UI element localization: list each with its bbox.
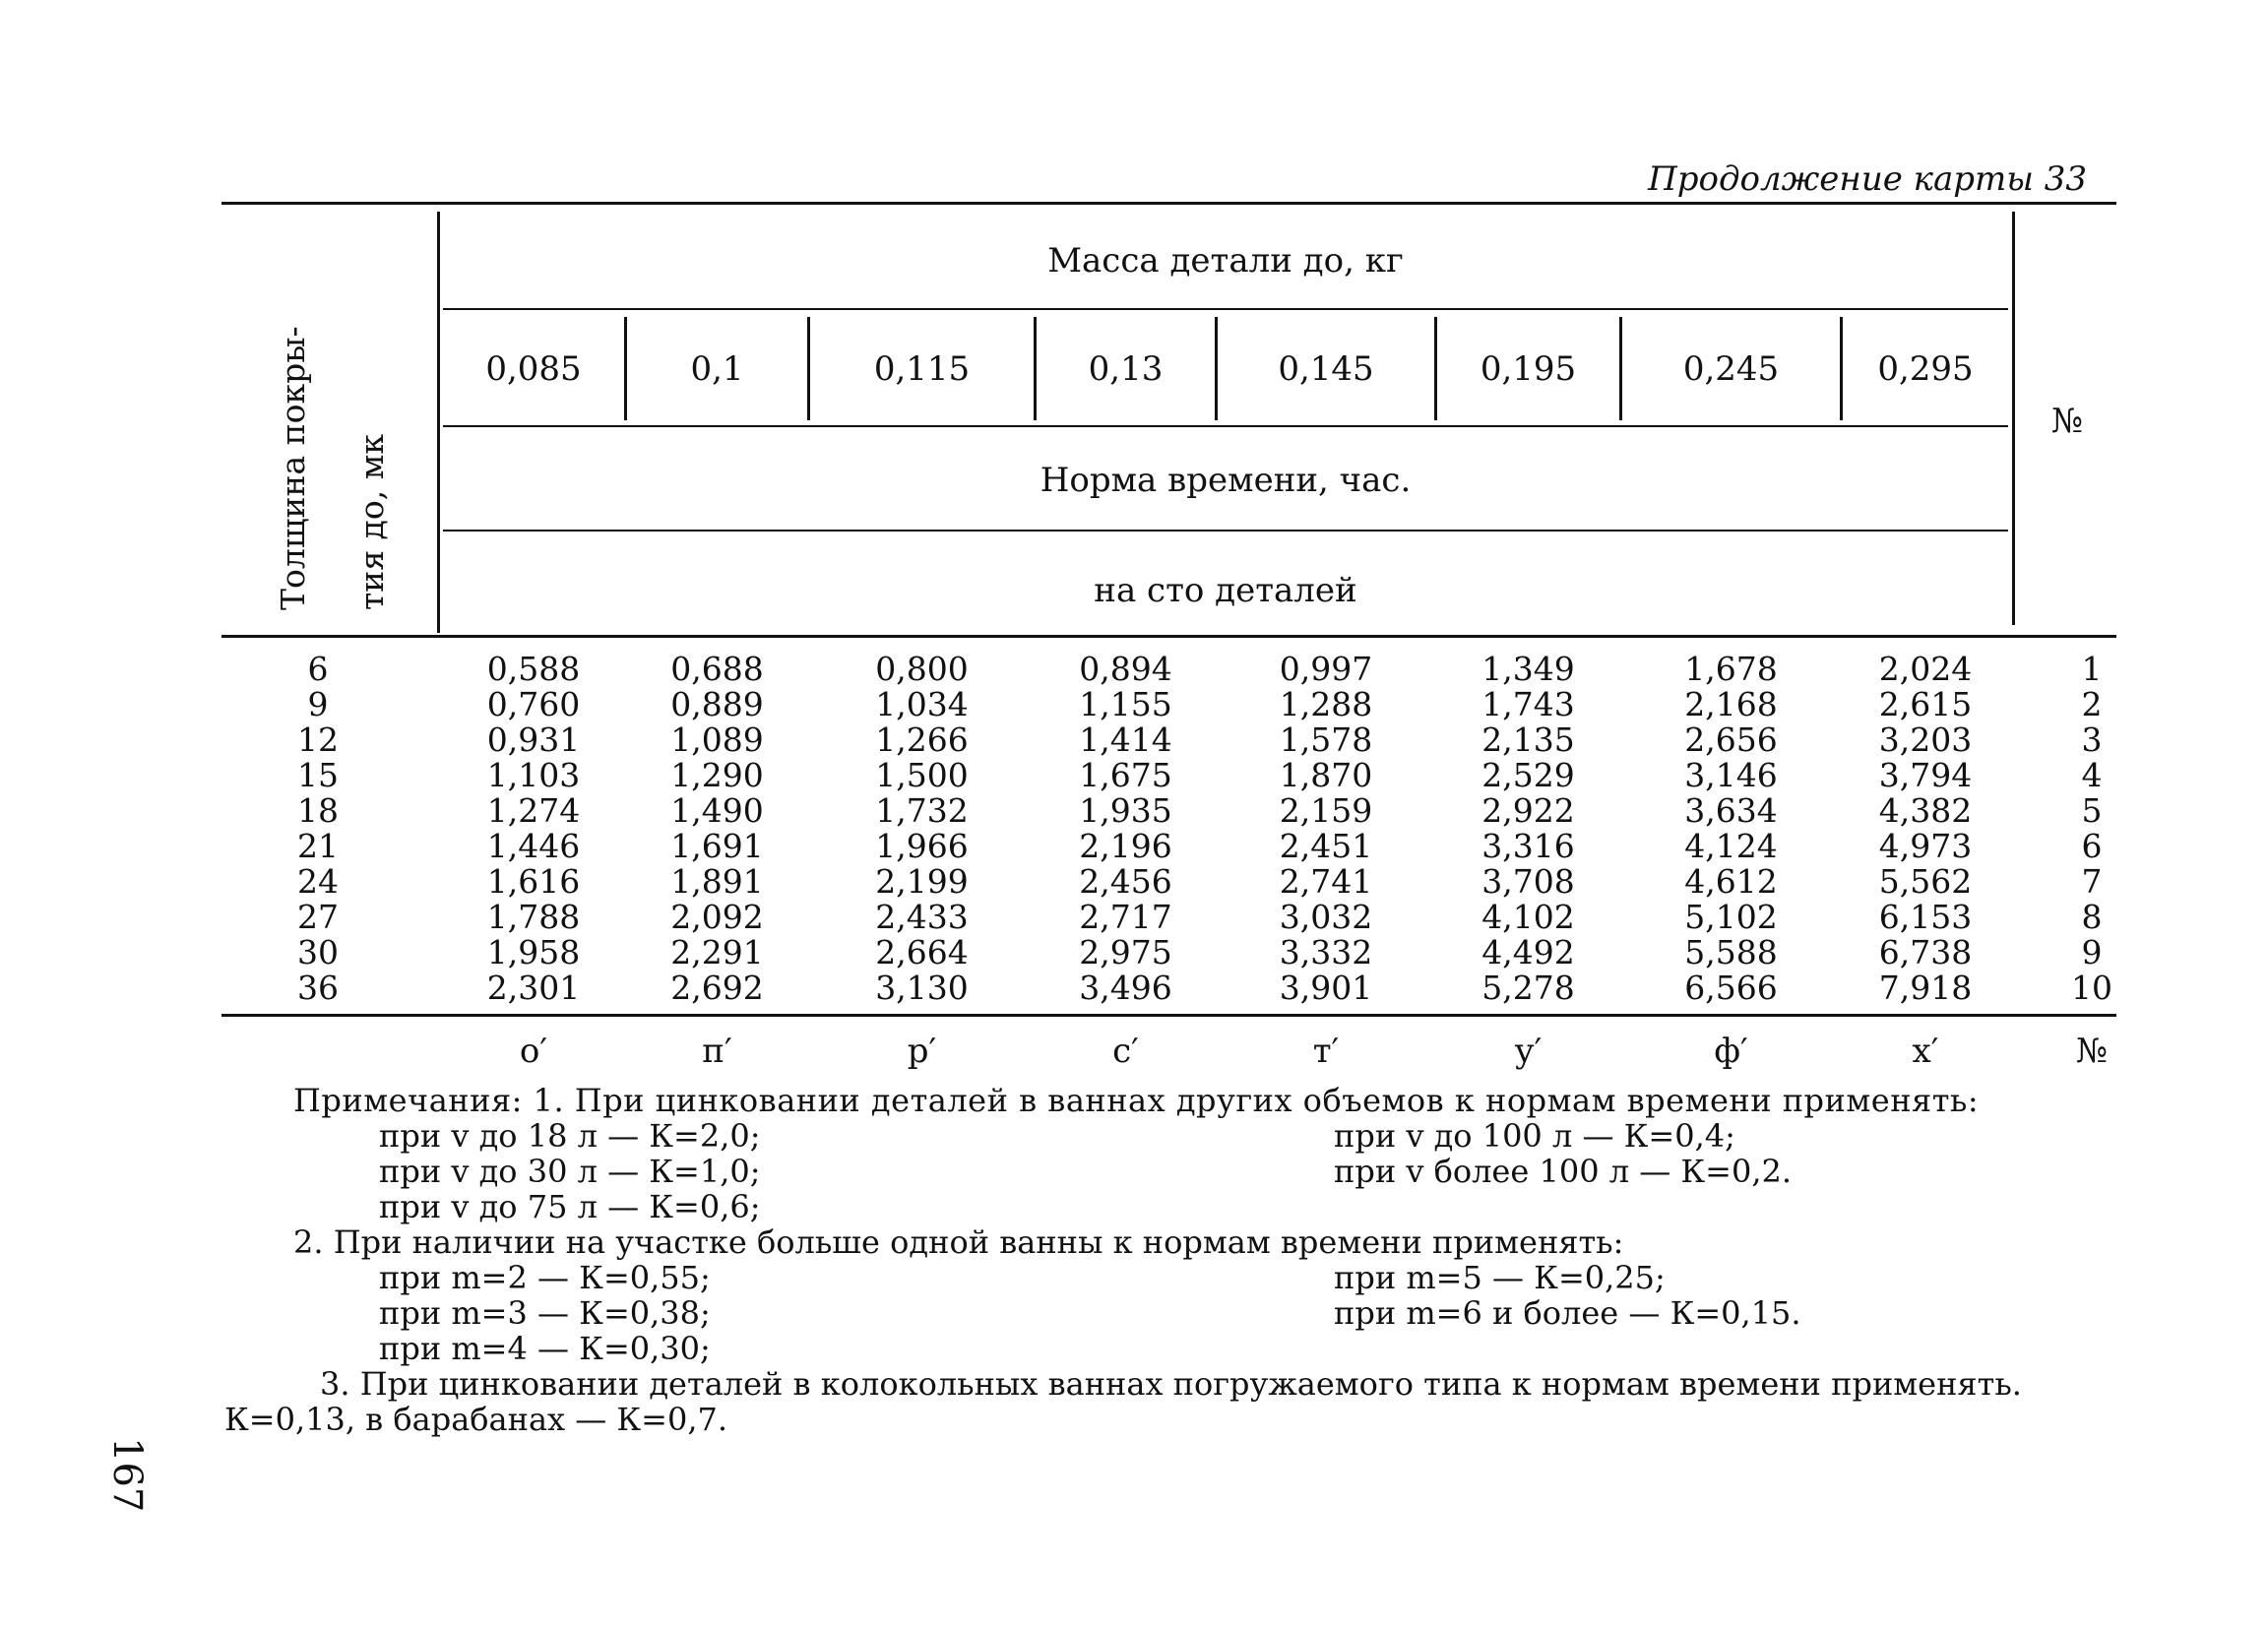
value-cell: 2,922 [1481,791,1575,830]
value-cell: 4,124 [1684,827,1778,865]
thickness-cell: 9 [307,685,329,723]
page-number: 167 [104,1437,150,1513]
value-cell: 1,891 [670,862,764,901]
value-cell: 1,743 [1481,685,1575,723]
num-header: № [2050,402,2084,441]
footer-num-label: № [2075,1032,2109,1071]
value-cell: 2,656 [1684,720,1778,759]
value-cell: 1,290 [670,756,764,794]
mass-title-divider [443,308,2008,310]
table-row [0,652,2166,687]
table-row [0,829,2166,864]
value-cell: 4,492 [1481,933,1575,971]
value-cell: 0,997 [1279,650,1373,688]
footer-letter: х′ [1912,1032,1939,1071]
value-cell: 1,288 [1279,685,1373,723]
num-column-divider [2012,212,2015,625]
value-cell: 3,146 [1684,756,1778,794]
value-cell: 2,135 [1481,720,1575,759]
note-2-intro: 2. При наличии на участке больше одной ванны к нормам времени применять: [293,1223,1624,1261]
value-cell: 3,203 [1878,720,1973,759]
row-number: 10 [2071,969,2112,1007]
thickness-cell: 27 [297,898,339,936]
thickness-column-divider [437,212,440,633]
table-row [0,793,2166,829]
per-title: на сто деталей [1094,571,1357,610]
value-cell: 0,760 [486,685,581,723]
value-cell: 2,975 [1079,933,1172,971]
value-cell: 2,024 [1878,650,1973,688]
value-cell: 3,496 [1079,969,1172,1007]
value-cell: 1,414 [1079,720,1172,759]
value-cell: 4,973 [1878,827,1973,865]
thickness-cell: 18 [297,791,339,830]
table-top-rule [221,202,2116,205]
thickness-header-line2: тия до, мк [352,433,391,610]
value-cell: 2,456 [1079,862,1172,901]
value-cell: 0,800 [875,650,969,688]
value-cell: 2,433 [875,898,969,936]
note-1-item: при v до 100 л — К=0,4; [1334,1117,1735,1155]
value-cell: 6,738 [1878,933,1973,971]
note-3-line: 3. При цинковании деталей в колокольных ваннах погружаемого типа к нормам времени применять. [320,1365,2022,1403]
header-bottom-rule [221,635,2116,638]
value-cell: 5,278 [1481,969,1575,1007]
row-number: 4 [2081,756,2103,794]
table-row [0,900,2166,935]
value-cell: 6,153 [1878,898,1973,936]
footer-letter: с′ [1112,1032,1139,1071]
thickness-cell: 15 [297,756,339,794]
note-2-item: при m=2 — К=0,55; [379,1259,711,1296]
table-row [0,687,2166,722]
mass-value: 0,085 [485,349,582,389]
value-cell: 3,316 [1481,827,1575,865]
mass-value: 0,1 [690,349,744,389]
value-cell: 1,935 [1079,791,1172,830]
value-cell: 3,708 [1481,862,1575,901]
value-cell: 1,732 [875,791,969,830]
value-cell: 1,870 [1279,756,1373,794]
mass-value: 0,115 [873,349,971,389]
value-cell: 3,794 [1878,756,1973,794]
thickness-cell: 6 [307,650,329,688]
value-cell: 4,612 [1684,862,1778,901]
value-cell: 4,102 [1481,898,1575,936]
value-cell: 2,451 [1279,827,1373,865]
note-2-item: при m=3 — К=0,38; [379,1294,711,1332]
table-row [0,864,2166,900]
value-cell: 1,034 [875,685,969,723]
value-cell: 0,588 [486,650,581,688]
note-1-item: при v более 100 л — К=0,2. [1334,1153,1793,1190]
value-cell: 3,901 [1279,969,1373,1007]
value-cell: 5,102 [1684,898,1778,936]
value-cell: 1,678 [1684,650,1778,688]
value-cell: 1,675 [1079,756,1172,794]
value-cell: 1,490 [670,791,764,830]
note-2-item: при m=6 и более — К=0,15. [1334,1294,1801,1332]
value-cell: 1,349 [1481,650,1575,688]
value-cell: 1,155 [1079,685,1172,723]
value-cell: 2,159 [1279,791,1373,830]
value-cell: 4,382 [1878,791,1973,830]
norm-title: Норма времени, час. [1040,461,1412,500]
value-cell: 2,529 [1481,756,1575,794]
mass-value: 0,245 [1682,349,1780,389]
value-cell: 2,196 [1079,827,1172,865]
value-cell: 2,717 [1079,898,1172,936]
note-3-line: К=0,13, в барабанах — К=0,7. [224,1401,728,1438]
note-2-item: при m=4 — К=0,30; [379,1330,711,1367]
value-cell: 1,616 [486,862,581,901]
mass-value: 0,13 [1088,349,1164,389]
value-cell: 5,562 [1878,862,1973,901]
table-row [0,722,2166,758]
footer-letter: у′ [1514,1032,1543,1071]
footer-letter: ф′ [1714,1032,1748,1071]
value-cell: 2,291 [670,933,764,971]
mass-title: Масса детали до, кг [1047,241,1404,281]
value-cell: 3,634 [1684,791,1778,830]
body-bottom-rule [221,1014,2116,1017]
value-cell: 1,966 [875,827,969,865]
footer-letter: т′ [1312,1032,1340,1071]
thickness-header-line1: Толщина покры- [274,326,312,610]
value-cell: 1,788 [486,898,581,936]
value-cell: 1,578 [1279,720,1373,759]
value-cell: 1,103 [486,756,581,794]
mass-value: 0,295 [1877,349,1974,389]
note-1-item: при v до 75 л — К=0,6; [379,1188,761,1225]
mass-values-divider [443,425,2008,427]
value-cell: 5,588 [1684,933,1778,971]
footer-letter: п′ [702,1032,732,1071]
value-cell: 2,092 [670,898,764,936]
value-cell: 2,741 [1279,862,1373,901]
value-cell: 1,446 [486,827,581,865]
value-cell: 3,032 [1279,898,1373,936]
value-cell: 3,332 [1279,933,1373,971]
mass-value: 0,195 [1480,349,1577,389]
row-number: 7 [2081,862,2103,901]
value-cell: 0,688 [670,650,764,688]
thickness-cell: 24 [297,862,339,901]
note-1-item: при v до 18 л — К=2,0; [379,1117,761,1155]
norm-title-divider [443,530,2008,532]
value-cell: 2,199 [875,862,969,901]
value-cell: 2,301 [486,969,581,1007]
value-cell: 2,664 [875,933,969,971]
note-1-item: при v до 30 л — К=1,0; [379,1153,761,1190]
thickness-cell: 30 [297,933,339,971]
row-number: 2 [2081,685,2103,723]
table-row [0,758,2166,793]
row-number: 3 [2081,720,2103,759]
value-cell: 0,894 [1079,650,1172,688]
row-number: 8 [2081,898,2103,936]
footer-letter: р′ [907,1032,937,1071]
thickness-cell: 12 [297,720,339,759]
value-cell: 1,958 [486,933,581,971]
value-cell: 2,692 [670,969,764,1007]
table-row [0,971,2166,1006]
value-cell: 2,168 [1684,685,1778,723]
value-cell: 7,918 [1878,969,1973,1007]
row-number: 1 [2081,650,2103,688]
value-cell: 2,615 [1878,685,1973,723]
thickness-cell: 36 [297,969,339,1007]
value-cell: 1,266 [875,720,969,759]
thickness-cell: 21 [297,827,339,865]
row-number: 6 [2081,827,2103,865]
note-2-item: при m=5 — К=0,25; [1334,1259,1666,1296]
page-caption: Продолжение карты 33 [1648,159,2087,199]
value-cell: 0,889 [670,685,764,723]
value-cell: 3,130 [875,969,969,1007]
value-cell: 1,089 [670,720,764,759]
value-cell: 6,566 [1684,969,1778,1007]
row-number: 5 [2081,791,2103,830]
value-cell: 1,274 [486,791,581,830]
value-cell: 0,931 [486,720,581,759]
value-cell: 1,691 [670,827,764,865]
footer-letter: о′ [519,1032,548,1071]
row-number: 9 [2081,933,2103,971]
note-1-intro: Примечания: 1. При цинковании деталей в ваннах других объемов к нормам времени применять: [293,1082,1980,1119]
table-row [0,935,2166,971]
value-cell: 1,500 [875,756,969,794]
mass-value: 0,145 [1278,349,1374,389]
